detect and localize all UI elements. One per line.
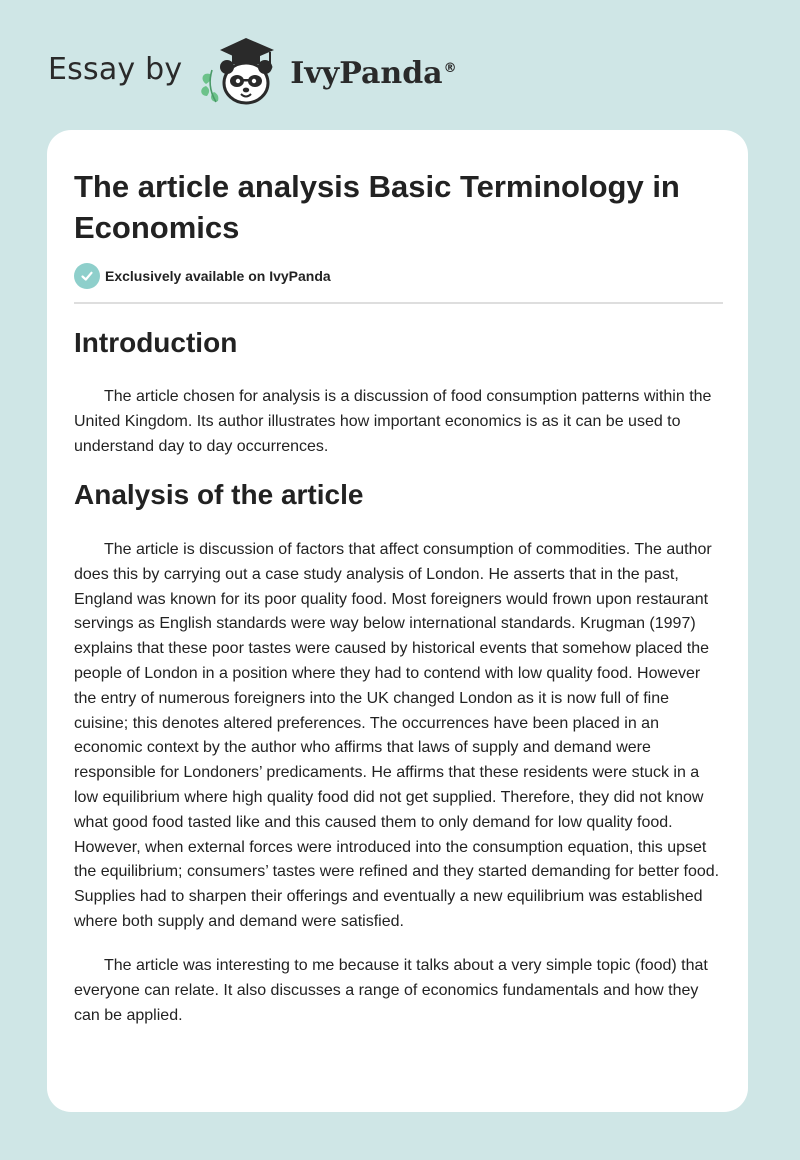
title-divider: [74, 302, 723, 304]
check-icon: [74, 263, 100, 289]
section-heading-introduction: Introduction: [74, 327, 238, 358]
section-heading-analysis: Analysis of the article: [74, 479, 364, 510]
article-card: [47, 130, 748, 1112]
analysis-paragraph-2: The article was interesting to me because it talks about a very simple topic (food) that everyone can relate. It also discusses a range of economics fundamentals and how they can be applied.: [74, 957, 708, 1024]
exclusive-badge-label: Exclusively available on IvyPanda: [105, 268, 331, 284]
article-title: The article analysis Basic Terminology in Economics: [74, 169, 680, 245]
exclusive-badge: [74, 263, 331, 289]
brand-prefix: Essay by: [48, 51, 183, 87]
registered-mark: ®: [443, 60, 457, 76]
introduction-paragraph: The article chosen for analysis is a discussion of food consumption patterns within the United Kingdom. Its author illustrates how important economics is as it can be used to understand day to day occurrences.: [74, 388, 712, 455]
site-header: [48, 34, 457, 110]
analysis-paragraph-1: The article is discussion of factors that affect consumption of commodities. The author does this by carrying out a case study analysis of London. He asserts that in the past, England was known for its poor quality food. Most foreigners would frown upon restaurant servings as English standards were way below international standards. Krugman (1997) explains that these poor tastes were caused by historical events that somehow placed the people of London in a position where they had to contend with low quality food. However the entry of numerous foreigners into the UK changed London as it is now full of fine cuisine; this denotes altered preferences. The occurrences have been placed in an economic context by the author who affirms that laws of supply and demand were responsible for Londoners’ predicaments. He affirms that these residents were stuck in a low equilibrium where high quality food did not get supplied. Therefore, they did not know what good food tasted like and this caused them to only demand for low quality food. However, when external forces were introduced into the consumption equation, this upset the equilibrium; consumers’ tastes were refined and they started demanding for better food. Supplies had to sharpen their offerings and eventually a new equilibrium was established where both supply and demand were satisfied.: [74, 541, 720, 930]
panda-graduate-icon[interactable]: [196, 34, 286, 110]
brand-name[interactable]: IvyPanda®: [290, 55, 457, 91]
